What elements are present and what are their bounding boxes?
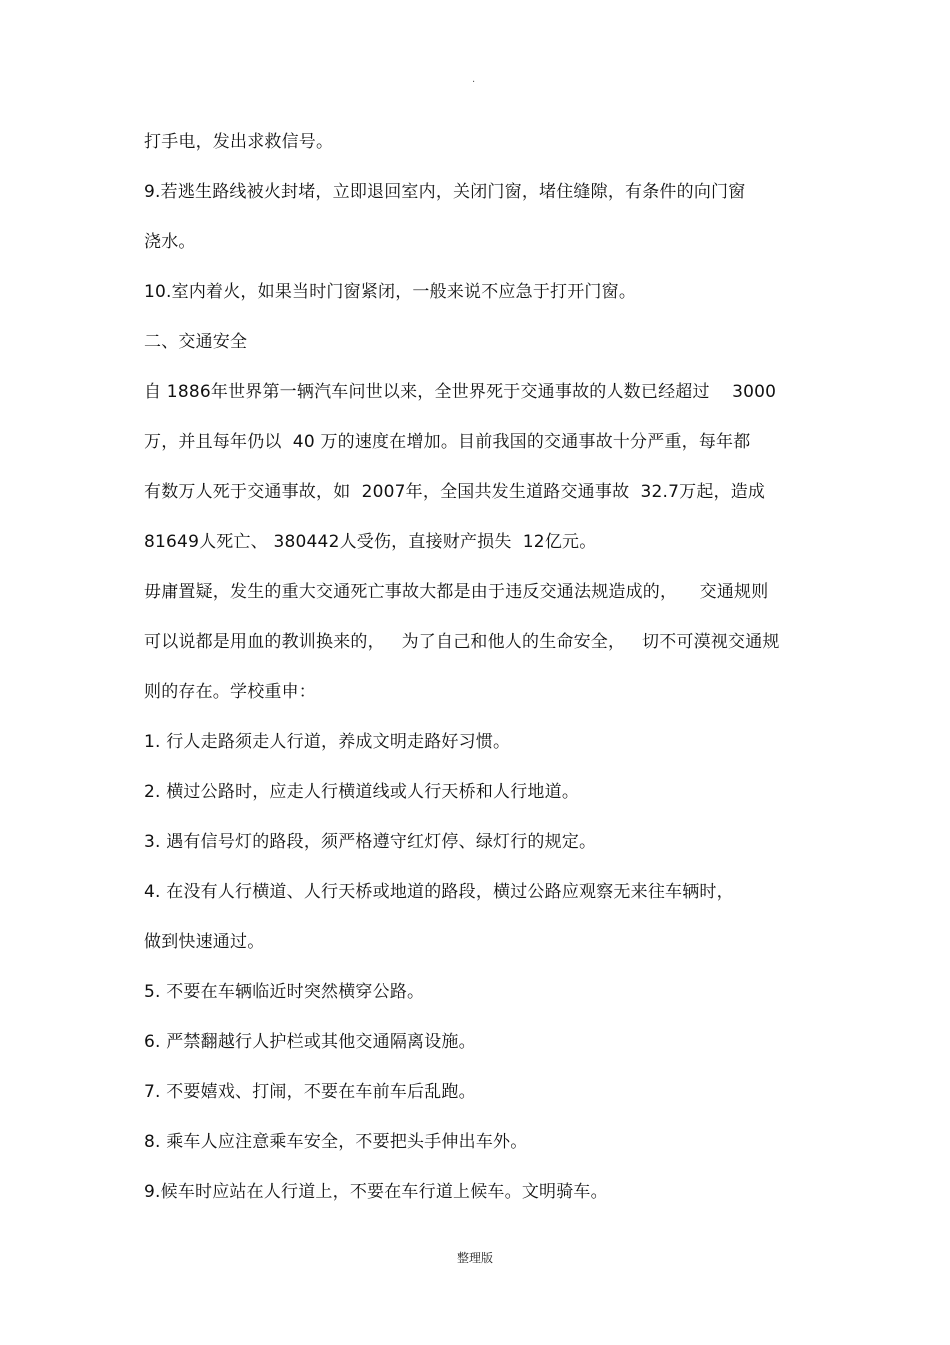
list-item: 7. 不要嬉戏、打闹，不要在车前车后乱跑。	[144, 1082, 476, 1102]
list-item: 5. 不要在车辆临近时突然横穿公路。	[144, 982, 425, 1002]
text-line: 自 1886年世界第一辆汽车问世以来，全世界死于交通事故的人数已经超过 3000	[144, 382, 777, 402]
text-line: 万，并且每年仍以 40 万的速度在增加。目前我国的交通事故十分严重，每年都	[144, 432, 751, 452]
text-line: 有数万人死于交通事故，如 2007年，全国共发生道路交通事故 32.7万起，造成	[144, 482, 766, 502]
page-footer: 整理版	[456, 1251, 493, 1265]
text-line: 9.若逃生路线被火封堵，立即退回室内，关闭门窗，堵住缝隙，有条件的向门窗	[144, 182, 746, 202]
text-line: 浇水。	[144, 232, 196, 252]
list-item: 6. 严禁翻越行人护栏或其他交通隔离设施。	[144, 1032, 476, 1052]
list-item-continuation: 做到快速通过。	[144, 932, 265, 952]
text-line: 10.室内着火，如果当时门窗紧闭，一般来说不应急于打开门窗。	[144, 282, 637, 302]
list-item: 4. 在没有人行横道、人行天桥或地道的路段，横过公路应观察无来往车辆时，	[144, 882, 734, 902]
list-item: 2. 横过公路时，应走人行横道线或人行天桥和人行地道。	[144, 782, 580, 802]
list-item: 8. 乘车人应注意乘车安全，不要把头手伸出车外。	[144, 1132, 528, 1152]
list-item: 1. 行人走路须走人行道，养成文明走路好习惯。	[144, 732, 511, 752]
header-mark: .	[472, 74, 476, 85]
text-line: 毋庸置疑，发生的重大交通死亡事故大都是由于违反交通法规造成的， 交通规则	[144, 582, 769, 602]
section-heading: 二、交通安全	[144, 332, 248, 352]
list-item: 9.候车时应站在人行道上，不要在车行道上候车。文明骑车。	[144, 1182, 608, 1202]
text-line: 可以说都是用血的教训换来的， 为了自己和他人的生命安全， 切不可漠视交通规	[144, 632, 780, 652]
list-item: 3. 遇有信号灯的路段，须严格遵守红灯停、绿灯行的规定。	[144, 832, 597, 852]
text-line: 打手电，发出求救信号。	[144, 132, 334, 152]
text-line: 则的存在。学校重申：	[144, 682, 316, 702]
text-line: 81649人死亡、 380442人受伤，直接财产损失 12亿元。	[144, 532, 597, 552]
